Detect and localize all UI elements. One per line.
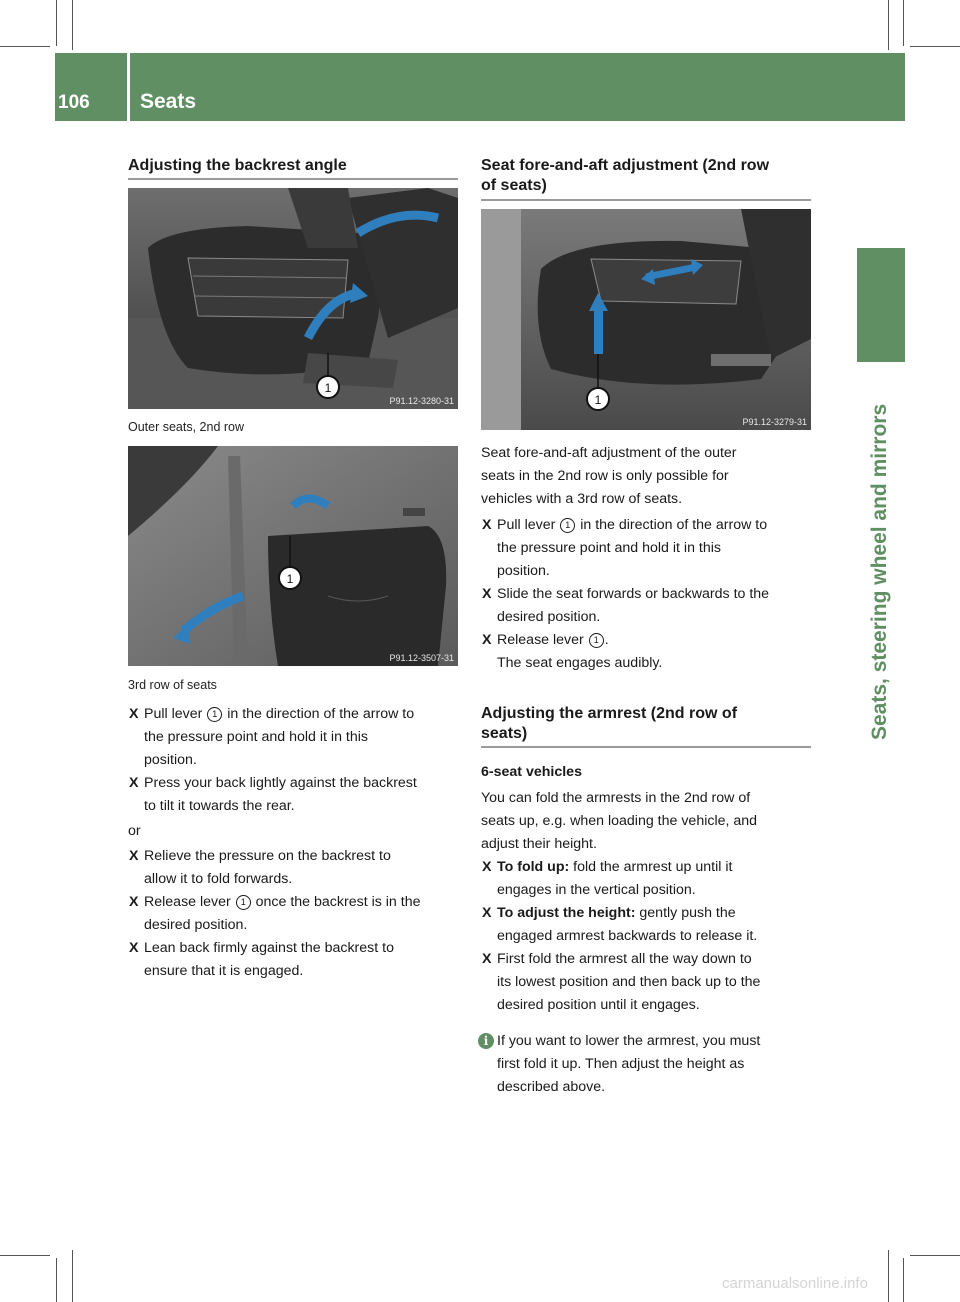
heading-rule — [481, 199, 811, 201]
step-marker: X — [482, 951, 492, 967]
step-text: Release lever — [497, 632, 588, 648]
step-marker: X — [129, 706, 139, 722]
photo3-callout: 1 — [594, 393, 602, 407]
list-item — [482, 514, 817, 583]
heading-line: Adjusting the armrest (2nd row of — [481, 705, 738, 722]
step-marker: X — [482, 586, 492, 602]
subheading-6-seat: 6-seat vehicles — [481, 764, 582, 780]
heading-armrest — [481, 704, 737, 744]
step-text: the pressure point and hold it in this — [497, 540, 721, 556]
fore-aft-intro — [481, 442, 811, 511]
step-text: The seat engages audibly. — [497, 655, 663, 671]
or-text: or — [128, 823, 141, 839]
step-marker: X — [482, 905, 492, 921]
text-line: adjust their height. — [481, 836, 597, 852]
text-line: seats up, e.g. when loading the vehicle, and — [481, 813, 758, 829]
chapter-tab — [857, 248, 905, 362]
step-text: to tilt it towards the rear. — [144, 798, 295, 814]
crop-mark — [0, 46, 50, 47]
photo2-callout: 1 — [286, 572, 294, 586]
step-text: in the direction of the arrow to — [223, 706, 415, 722]
step-text: in the direction of the arrow to — [576, 517, 768, 533]
text-line: Seat fore-and-aft adjustment of the outer — [481, 445, 737, 461]
photo-outer-seats — [128, 188, 458, 409]
text-line: seats in the 2nd row is only possible for — [481, 468, 729, 484]
step-text: Lean back firmly against the backrest to — [144, 940, 394, 956]
list-item — [129, 772, 464, 818]
step-text: engages in the vertical position. — [497, 882, 696, 898]
step-text: gently push the — [635, 905, 736, 921]
photo2-code: P91.12-3507-31 — [389, 653, 454, 663]
text-line: You can fold the armrests in the 2nd row of — [481, 790, 751, 806]
callout-ref: 1 — [589, 633, 604, 648]
armrest-intro — [481, 787, 811, 856]
crop-mark — [910, 46, 960, 47]
step-marker: X — [129, 940, 139, 956]
section-title: Seats — [140, 90, 197, 113]
step-text: First fold the armrest all the way down to — [497, 951, 752, 967]
list-item — [129, 891, 464, 937]
step-marker: X — [129, 848, 139, 864]
heading-fore-aft — [481, 156, 769, 196]
photo-third-row — [128, 446, 458, 666]
step-text: . — [604, 632, 609, 648]
heading-rule — [481, 746, 811, 748]
page-number: 106 — [58, 92, 90, 113]
crop-mark — [0, 1255, 50, 1256]
crop-mark — [72, 0, 73, 50]
step-marker: X — [482, 517, 492, 533]
crop-mark — [888, 0, 889, 50]
crop-mark — [903, 0, 904, 46]
photo1-callout: 1 — [324, 381, 332, 395]
crop-mark — [72, 1250, 73, 1302]
step-text: fold the armrest up until it — [569, 859, 733, 875]
step-text: its lowest position and then back up to the — [497, 974, 761, 990]
list-item — [482, 902, 817, 948]
list-item — [129, 845, 464, 891]
photo-fore-aft — [481, 209, 811, 430]
heading-backrest-angle: Adjusting the backrest angle — [128, 157, 347, 174]
list-item — [129, 937, 464, 983]
watermark: carmanualsonline.info — [722, 1275, 868, 1292]
crop-mark — [56, 0, 57, 46]
crop-mark — [56, 1258, 57, 1302]
list-item — [482, 856, 817, 902]
chapter-label-wrap — [868, 372, 898, 742]
header-divider — [127, 53, 130, 121]
step-marker: X — [482, 632, 492, 648]
photo1-code: P91.12-3280-31 — [389, 396, 454, 406]
text-line: vehicles with a 3rd row of seats. — [481, 491, 683, 507]
heading-rule — [128, 178, 458, 180]
heading-line: Seat fore-and-aft adjustment (2nd row — [481, 157, 770, 174]
callout-ref: 1 — [207, 707, 222, 722]
callout-ref: 1 — [236, 895, 251, 910]
text-line: first fold it up. Then adjust the height as — [497, 1056, 745, 1072]
step-text: desired position until it engages. — [497, 997, 700, 1013]
text-line: If you want to lower the armrest, you must — [497, 1033, 761, 1049]
crop-mark — [903, 1258, 904, 1302]
step-text: Release lever — [144, 894, 235, 910]
step-text: ensure that it is engaged. — [144, 963, 304, 979]
photo2-caption: 3rd row of seats — [128, 678, 217, 692]
callout-ref: 1 — [560, 518, 575, 533]
photo3-code: P91.12-3279-31 — [742, 417, 807, 427]
step-text: the pressure point and hold it in this — [144, 729, 368, 745]
step-text: position. — [497, 563, 550, 579]
crop-mark — [888, 1250, 889, 1302]
step-text: Slide the seat forwards or backwards to the — [497, 586, 770, 602]
list-item — [482, 948, 817, 1017]
text-line: described above. — [497, 1079, 606, 1095]
step-bold: To adjust the height: — [497, 905, 636, 921]
step-text: position. — [144, 752, 197, 768]
step-text: desired position. — [144, 917, 248, 933]
step-text: once the backrest is in the — [251, 894, 421, 910]
step-text: Pull lever — [144, 706, 207, 722]
step-text: Press your back lightly against the backrest — [144, 775, 417, 791]
chapter-label: Seats, steering wheel and mirrors — [868, 403, 891, 740]
list-item — [482, 629, 817, 675]
list-item — [129, 703, 464, 772]
info-note — [497, 1030, 817, 1099]
step-text: Relieve the pressure on the backrest to — [144, 848, 391, 864]
step-text: Pull lever — [497, 517, 560, 533]
step-marker: X — [129, 775, 139, 791]
step-marker: X — [129, 894, 139, 910]
heading-line: seats) — [481, 725, 528, 742]
step-marker: X — [482, 859, 492, 875]
heading-line: of seats) — [481, 177, 547, 194]
step-text: desired position. — [497, 609, 601, 625]
step-bold: To fold up: — [497, 859, 570, 875]
crop-mark — [910, 1255, 960, 1256]
step-text: allow it to fold forwards. — [144, 871, 293, 887]
info-icon: i — [478, 1033, 494, 1049]
step-text: engaged armrest backwards to release it. — [497, 928, 758, 944]
photo1-caption: Outer seats, 2nd row — [128, 420, 245, 434]
list-item — [482, 583, 817, 629]
